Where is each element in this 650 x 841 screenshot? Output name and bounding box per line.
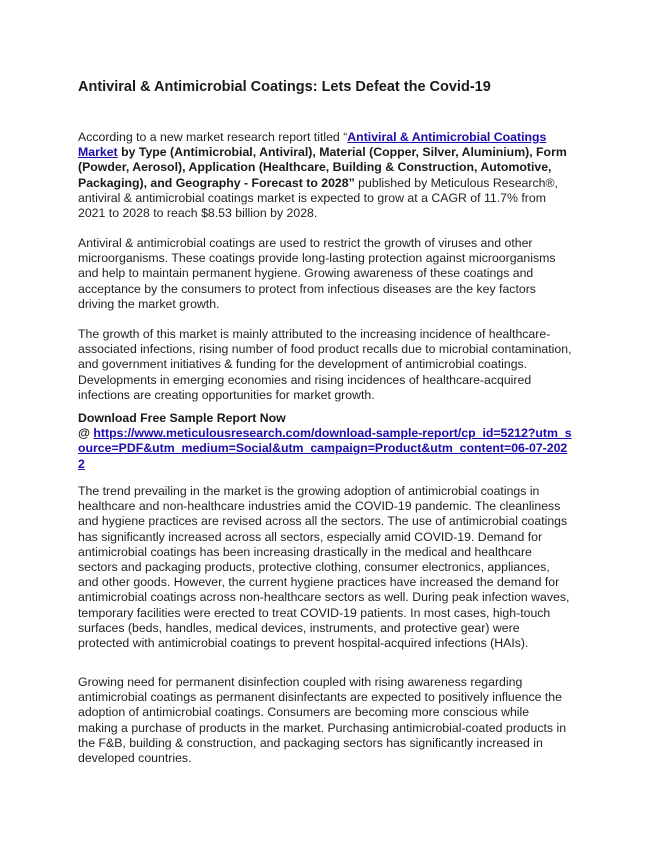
intro-paragraph [78,130,572,221]
sample-report-link[interactable]: https://www.meticulousresearch.com/download-sample-report/cp_id=5212?utm_source=PDF&utm_medium=Social&utm_campaign=Product&utm_content=06-07-2022 [78,426,572,471]
download-link-line [78,426,572,472]
download-at-symbol: @ [78,426,94,441]
intro-lead: According to a new market research report titled “ [78,130,348,144]
page-title: Antiviral & Antimicrobial Coatings: Lets Defeat the Covid-19 [78,79,491,95]
report-title-link[interactable]: Antiviral & Antimicrobial Coatings Market [78,130,547,160]
download-section [78,411,572,472]
download-heading: Download Free Sample Report Now [78,411,286,425]
intro-tail: published by Meticulous Research®, antiviral & antimicrobial coatings market is expected to grow at a CAGR of 11.7% from 2021 to 2028 to reach $8.53 billion by 2028. [78,175,558,221]
trend-paragraph: The trend prevailing in the market is the growing adoption of antimicrobial coatings in healthcare and non-healthcare industries amid the COVID-19 pandemic. The cleanliness and hygiene practices are revised across all the sectors. The use of antimicrobial coatings has significantly increased across all sectors, especially amid COVID-19. Demand for antimicrobial coatings has been increasing drastically in the medical and healthcare sectors and packaging products, protective clothing, consumer electronics, appliances, and other goods. However, the current hygiene practices have increased the demand for antimicrobial coatings across non-healthcare sectors as well. During peak infection waves, temporary facilities were erected to treat COVID-19 patients. In most cases, high-touch surfaces (beds, handles, medical devices, instruments, and protective gear) were protected with antimicrobial coatings to prevent hospital-acquired infections (HAIs). [78,484,570,651]
disinfection-paragraph: Growing need for permanent disinfection coupled with rising awareness regarding antimicrobial coatings as permanent disinfectants are expected to positively influence the adoption of antimicrobial coatings. Consumers are becoming more conscious while making a purchase of products in the market. Purchasing antimicrobial-coated products in the F&B, building & construction, and packaging sectors has significantly increased in developed countries. [78,675,567,766]
drivers-paragraph: The growth of this market is mainly attributed to the increasing incidence of healthcare-associated infections, rising number of food product recalls due to microbial contamination, and government initiatives & funding for the development of antimicrobial coatings. Developments in emerging economies and rising incidences of healthcare-acquired infections are creating opportunities for market growth. [78,327,572,402]
report-title-bold: by Type (Antimicrobial, Antiviral), Material (Copper, Silver, Aluminium), Form (Powder, Aerosol), Application (Healthcare, Building & Construction, Automotive, Packaging), and Geography - Forecast to 2028” [78,145,567,190]
definition-paragraph: Antiviral & antimicrobial coatings are used to restrict the growth of viruses and other microorganisms. These coatings provide long-lasting protection against microorganisms and help to maintain permanent hygiene. Growing awareness of these coatings and acceptance by the consumers to protect from infectious diseases are the key factors driving the market growth. [78,236,556,311]
